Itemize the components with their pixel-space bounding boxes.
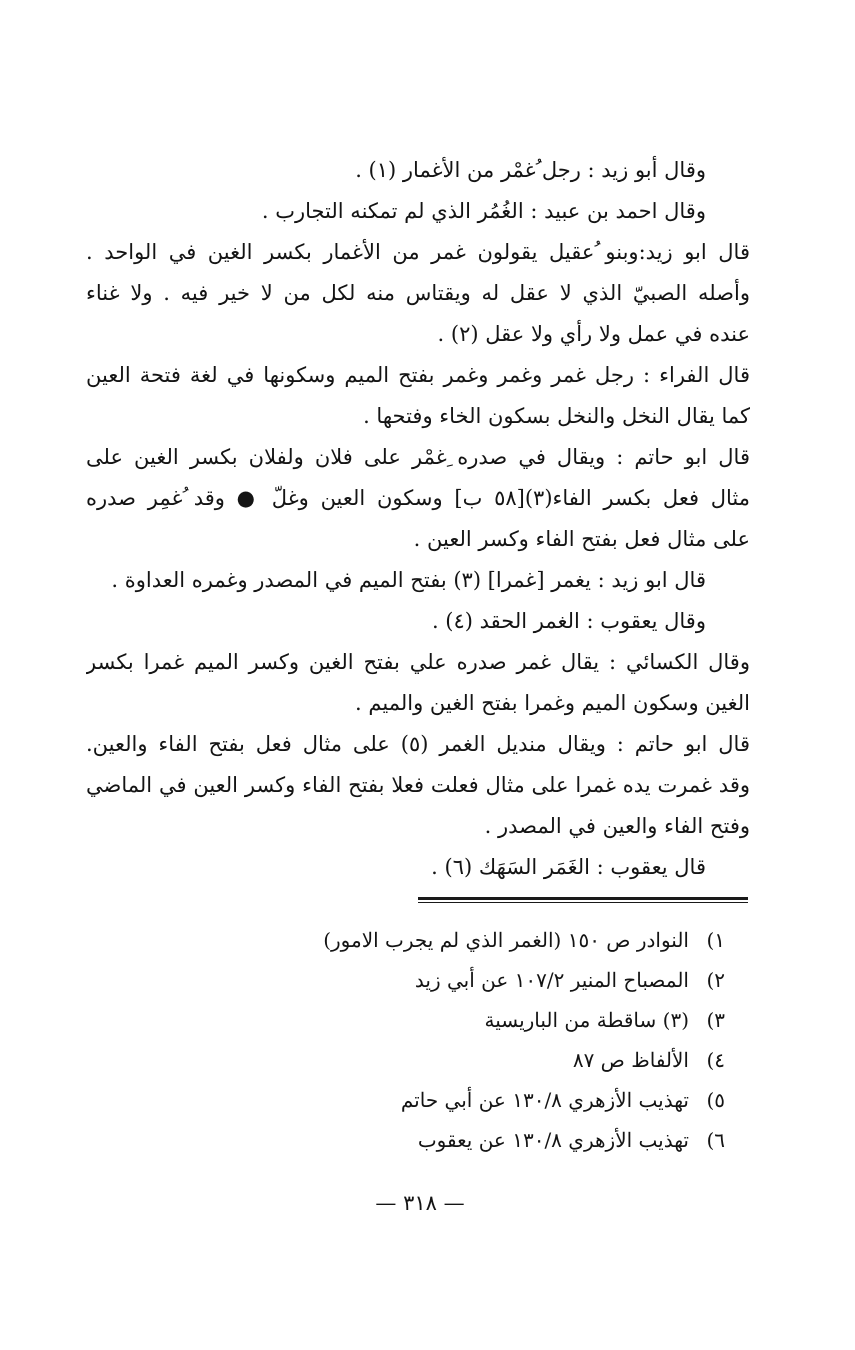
footnote-number: ٤) bbox=[706, 1048, 725, 1072]
page-number: — ٣١٨ — bbox=[375, 1191, 465, 1215]
text-line: قال ابو زيد : يغمر [غمرا] (٣) بفتح الميم في المصدر وغمره العداوة . bbox=[111, 568, 706, 592]
text-line: عنده في عمل ولا رأي ولا عقل (٢) . bbox=[437, 322, 750, 346]
footnote-text: الألفاظ ص ٨٧ bbox=[572, 1048, 689, 1072]
body-text bbox=[86, 150, 750, 888]
text-line: قال ابو حاتم : ويقال في صدره ِغمْر على فلان ولفلان بكسر الغين على bbox=[86, 445, 750, 469]
text-line: قال ابو حاتم : ويقال منديل الغمر (٥) على مثال فعل بفتح الفاء والعين. bbox=[86, 732, 750, 756]
footnote-item bbox=[205, 1000, 725, 1040]
text-line: وقد غمرت يده غمرا على مثال فعلت فعلا بفتح الفاء وكسر العين في الماضي bbox=[86, 773, 750, 797]
footnote-text: النوادر ص ١٥٠ (الغمر الذي لم يجرب الامور) bbox=[323, 928, 689, 952]
text-line: كما يقال النخل والنخل بسكون الخاء وفتحها . bbox=[363, 404, 750, 428]
footnote-item bbox=[205, 960, 725, 1000]
text-line: وقال الكسائي : يقال غمر صدره علي بفتح الغين وكسر الميم غمرا بكسر bbox=[86, 650, 750, 674]
text-line: على مثال فعل بفتح الفاء وكسر العين . bbox=[413, 527, 750, 551]
footnote-number: ٦) bbox=[706, 1128, 725, 1152]
footnote-divider bbox=[418, 897, 748, 903]
text-line: وقال أبو زيد : رجل ُغمْر من الأغمار (١) . bbox=[355, 158, 706, 182]
footnote-text: (٣) ساقطة من الباريسية bbox=[484, 1008, 689, 1032]
footnote-number: ١) bbox=[706, 928, 725, 952]
footnote-item bbox=[205, 1120, 725, 1160]
footnote-number: ٣) bbox=[706, 1008, 725, 1032]
text-line: وأصله الصبيّ الذي لا عقل له ويقتاس منه لكل من لا خير فيه . ولا غناء bbox=[86, 281, 750, 305]
footnote-item bbox=[205, 1040, 725, 1080]
footnotes bbox=[205, 920, 725, 1160]
footnote-item bbox=[205, 920, 725, 960]
text-line: وفتح الفاء والعين في المصدر . bbox=[484, 814, 750, 838]
text-line: الغين وسكون الميم وغمرا بفتح الغين والميم . bbox=[355, 691, 750, 715]
text-line: قال يعقوب : الغَمَر السَهَك (٦) . bbox=[431, 855, 706, 879]
text-line: قال الفراء : رجل غمر وغمر وغمر بفتح الميم وسكونها في لغة فتحة العين bbox=[86, 363, 750, 387]
footnote-text: المصباح المنير ١٠٧/٢ عن أبي زيد bbox=[414, 968, 689, 992]
footnote-number: ٢) bbox=[706, 968, 725, 992]
text-line: مثال فعل بكسر الفاء(٣)[٥٨ ب] وسكون العين وغلّ ● وقد ُغمِر صدره bbox=[86, 486, 750, 510]
text-line: وقال يعقوب : الغمر الحقد (٤) . bbox=[431, 609, 706, 633]
footnote-number: ٥) bbox=[706, 1088, 725, 1112]
footnote-item bbox=[205, 1080, 725, 1120]
text-line: قال ابو زيد:وبنو ُعقيل يقولون غمر من الأغمار بكسر الغين في الواحد . bbox=[86, 240, 750, 264]
footnote-text: تهذيب الأزهري ١٣٠/٨ عن أبي حاتم bbox=[400, 1088, 689, 1112]
footnote-text: تهذيب الأزهري ١٣٠/٨ عن يعقوب bbox=[417, 1128, 689, 1152]
text-line: وقال احمد بن عبيد : الغُمُر الذي لم تمكنه التجارب . bbox=[261, 199, 706, 223]
